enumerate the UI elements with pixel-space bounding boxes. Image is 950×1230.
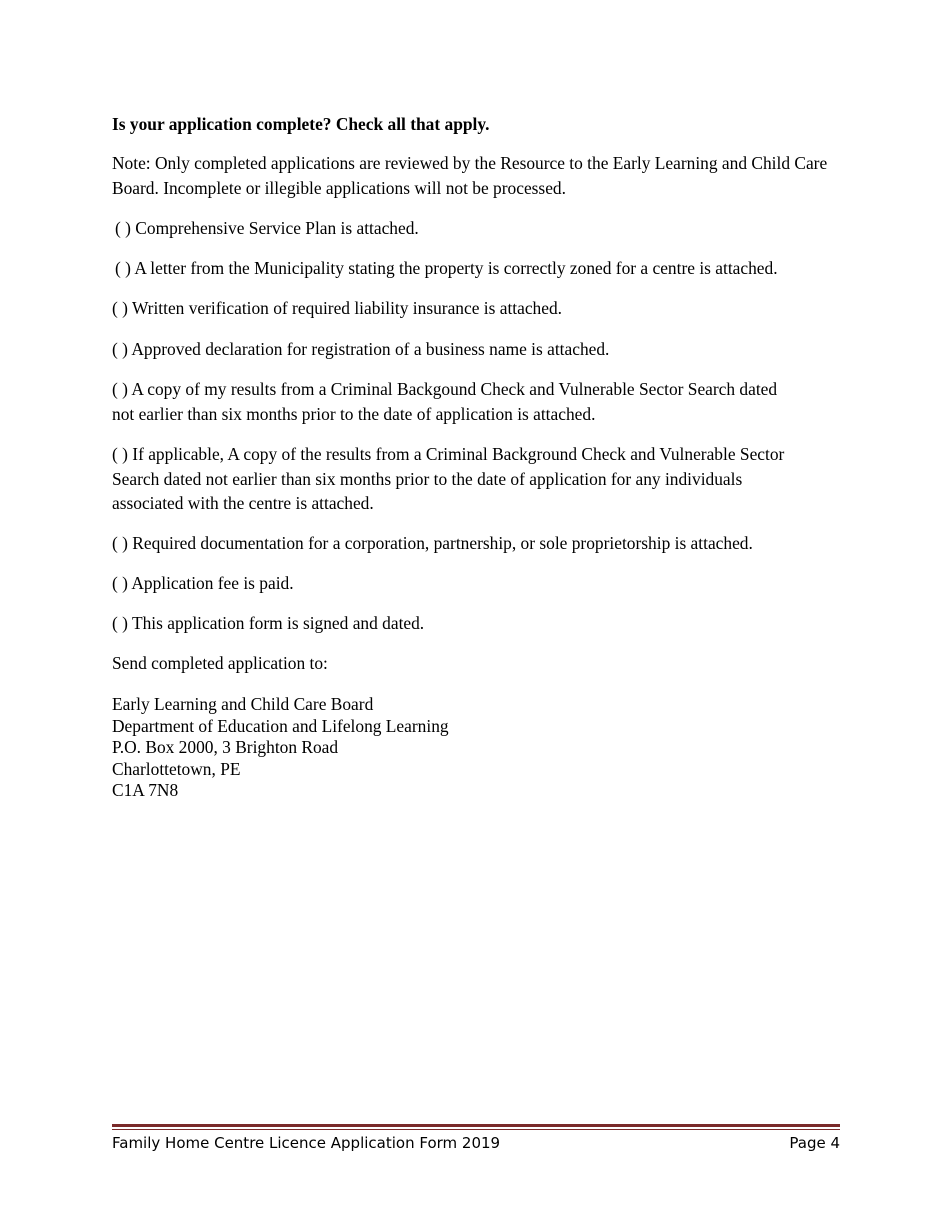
address-line-street: P.O. Box 2000, 3 Brighton Road (112, 737, 339, 758)
checklist-item-zoning-letter: ( ) A letter from the Municipality stating the property is correctly zoned for a centre is attached. (115, 258, 778, 278)
checklist-item-liability-insurance: ( ) Written verification of required liability insurance is attached. (112, 298, 562, 318)
note-paragraph: Note: Only completed applications are reviewed by the Resource to the Early Learning and Child Care Board. Incomplete or illegible applications will not be processed. (112, 153, 828, 198)
mailing-address (112, 694, 449, 802)
checklist-item-application-fee: ( ) Application fee is paid. (112, 573, 294, 593)
page-heading: Is your application complete? Check all that apply. (112, 114, 490, 134)
address-line-department: Department of Education and Lifelong Learning (112, 715, 449, 736)
send-to-label: Send completed application to: (112, 653, 328, 673)
address-line-organization: Early Learning and Child Care Board (112, 694, 374, 714)
footer-divider-thick (112, 1124, 840, 1127)
document-page (112, 0, 840, 1230)
checklist-item-criminal-check-self: ( ) A copy of my results from a Criminal Backgound Check and Vulnerable Sector Search dated not earlier than six months prior to the date of application is attached. (112, 379, 778, 424)
footer-document-title: Family Home Centre Licence Application Form 2019 (112, 1134, 501, 1152)
checklist-item-business-name: ( ) Approved declaration for registration of a business name is attached. (112, 339, 610, 359)
footer-page-number: Page 4 (789, 1134, 840, 1152)
footer-divider-thin (112, 1129, 840, 1130)
checklist-item-corporate-documentation: ( ) Required documentation for a corporation, partnership, or sole proprietorship is attached. (112, 533, 753, 553)
checklist-item-criminal-check-associates: ( ) If applicable, A copy of the results from a Criminal Background Check and Vulnerable Sector Search dated not earlier than six months prior to the date of application for any individuals associated with the centre is attached. (112, 444, 785, 513)
address-line-city: Charlottetown, PE (112, 758, 241, 779)
address-line-postal-code: C1A 7N8 (112, 780, 179, 801)
checklist-item-signed-dated: ( ) This application form is signed and dated. (112, 613, 425, 633)
checklist-item-service-plan: ( ) Comprehensive Service Plan is attached. (115, 218, 419, 238)
